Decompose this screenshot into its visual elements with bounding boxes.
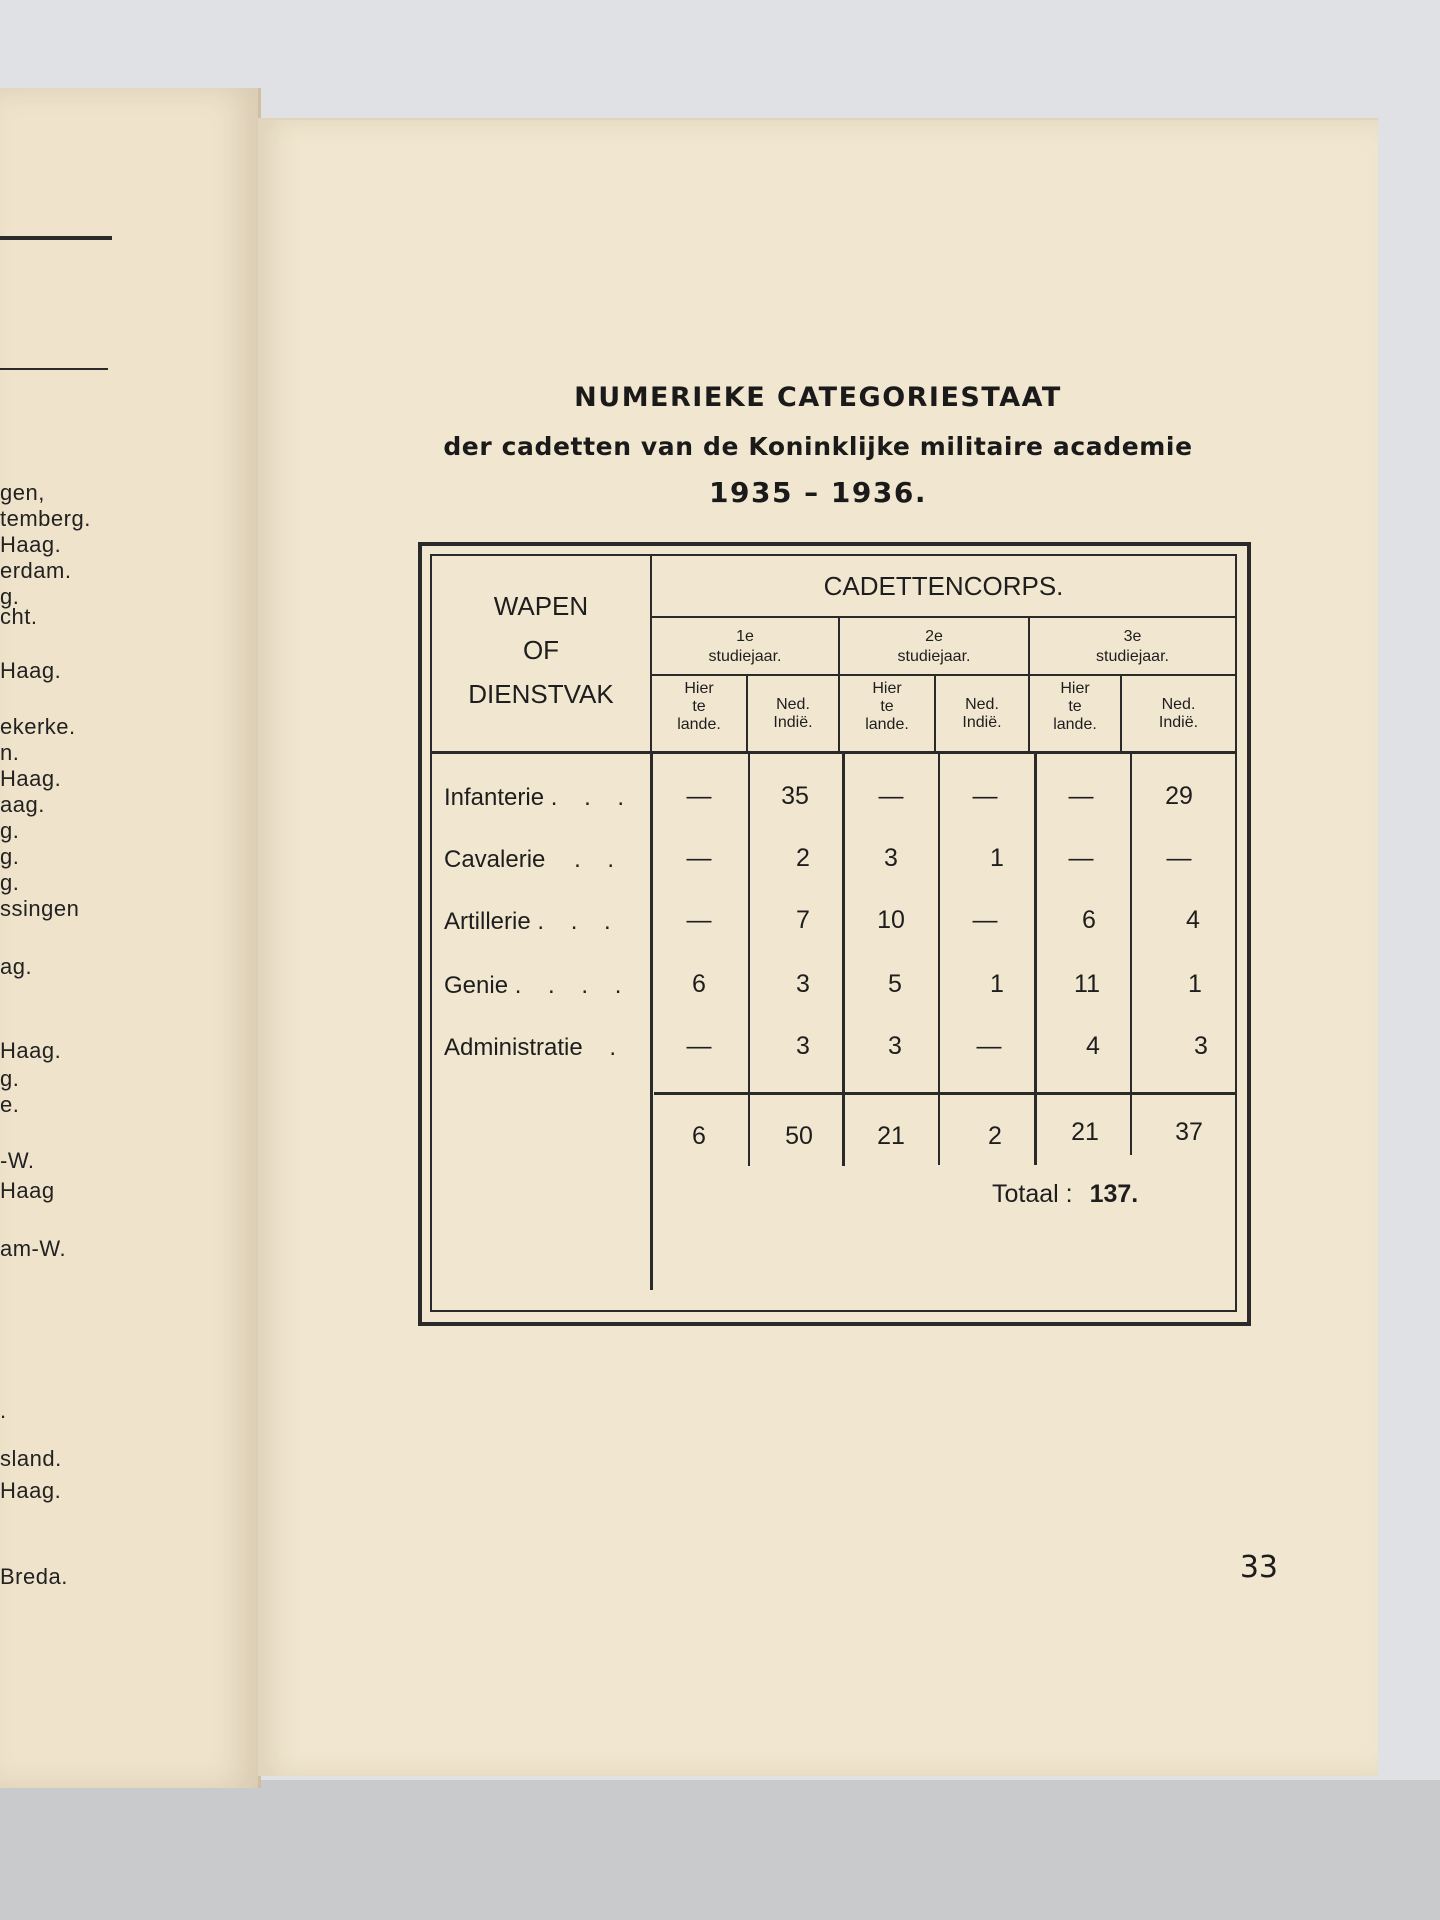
table-cell: 7 xyxy=(796,906,810,934)
left-line: gen, xyxy=(0,480,45,505)
total-divider xyxy=(842,1095,845,1165)
left-line: g. xyxy=(0,584,20,609)
total-cell: 21 xyxy=(1071,1118,1099,1146)
year-number: 1e xyxy=(736,628,754,645)
table-cell: — xyxy=(1068,782,1094,810)
subheader-ned: Ned. Indië. xyxy=(962,696,1002,731)
left-line: -W. xyxy=(0,1148,35,1173)
left-line: cht. xyxy=(0,604,38,629)
table-cell: 2 xyxy=(796,844,810,872)
body-divider xyxy=(1130,752,1132,1092)
subheader-ned: Ned. Indië. xyxy=(773,696,813,731)
left-line: Haag. xyxy=(0,532,62,557)
left-line: sland. xyxy=(0,1446,62,1471)
category-table xyxy=(418,542,1251,1326)
left-page xyxy=(0,88,261,1788)
year-label: studiejaar. xyxy=(708,648,782,665)
table-cell: 1 xyxy=(990,970,1004,998)
body-divider xyxy=(1034,752,1037,1092)
total-divider xyxy=(1130,1095,1132,1155)
left-line: . xyxy=(0,1398,7,1423)
table-cell: — xyxy=(972,782,998,810)
left-line: g. xyxy=(0,818,20,843)
grand-total xyxy=(992,1180,1138,1209)
left-line: Haag. xyxy=(0,658,62,683)
table-cell: 3 xyxy=(888,1032,902,1060)
year-header-rule xyxy=(652,674,1235,676)
table-cell: 35 xyxy=(781,782,809,810)
table-cell: 10 xyxy=(877,906,905,934)
page-year-range: 1935 – 1936. xyxy=(709,476,927,509)
year-label: studiejaar. xyxy=(1096,648,1169,665)
table-cell: 6 xyxy=(692,970,706,998)
body-divider xyxy=(650,752,653,1290)
category-table-inner xyxy=(430,554,1237,1312)
table-cell: 11 xyxy=(1074,970,1100,998)
total-divider xyxy=(1034,1095,1037,1165)
year-number: 2e xyxy=(925,628,943,645)
left-line: n. xyxy=(0,740,20,765)
left-page-rule xyxy=(0,368,108,370)
year-number: 3e xyxy=(1123,628,1142,645)
table-cell: 3 xyxy=(884,844,898,872)
table-cell: 1 xyxy=(990,844,1004,872)
table-cell: 3 xyxy=(796,1032,810,1060)
left-line: g. xyxy=(0,870,20,895)
row-label: Infanterie . . . xyxy=(444,784,635,811)
subheader-hier: Hier te lande. xyxy=(865,680,909,733)
stub-header-line: DIENSTVAK xyxy=(468,679,614,709)
subheader-hier: Hier te lande. xyxy=(1053,680,1097,733)
total-divider xyxy=(748,1095,750,1165)
group-header: CADETTENCORPS. xyxy=(823,571,1064,601)
left-line: aag. xyxy=(0,792,45,817)
left-line: ssingen xyxy=(0,896,80,921)
table-cell: 1 xyxy=(1188,970,1202,998)
header-bottom-rule xyxy=(432,751,1235,754)
table-cell: 4 xyxy=(1186,906,1200,934)
grand-total-value: 137. xyxy=(1089,1180,1139,1208)
left-line: Haag xyxy=(0,1178,55,1203)
table-cell: — xyxy=(686,844,712,872)
total-cell: 21 xyxy=(877,1122,905,1150)
left-line: g. xyxy=(0,844,20,869)
row-label: Administratie . xyxy=(444,1034,627,1061)
subheader-hier: Hier te lande. xyxy=(677,680,721,733)
left-line: e. xyxy=(0,1092,20,1117)
left-line: Haag. xyxy=(0,1038,62,1063)
table-cell: — xyxy=(686,906,712,934)
table-cell: — xyxy=(972,906,998,934)
left-line: temberg. xyxy=(0,506,91,531)
left-line: erdam. xyxy=(0,558,72,583)
left-line: Haag. xyxy=(0,1478,62,1503)
total-cell: 6 xyxy=(692,1122,706,1150)
table-cell: — xyxy=(1166,844,1192,872)
left-line: g. xyxy=(0,1066,20,1091)
stub-header-line: OF xyxy=(522,635,560,665)
table-cell: 29 xyxy=(1165,782,1193,810)
body-divider xyxy=(938,752,940,1092)
year-divider xyxy=(1028,616,1030,676)
group-header-rule xyxy=(652,616,1235,618)
grand-total-label: Totaal : xyxy=(992,1180,1073,1208)
page-subtitle: der cadetten van de Koninklijke militaire academie xyxy=(443,432,1193,461)
page-title: NUMERIEKE CATEGORIESTAAT xyxy=(574,382,1062,413)
page-number: 33 xyxy=(1239,1550,1278,1585)
stub-header-line: WAPEN xyxy=(493,591,589,621)
table-cell: — xyxy=(686,782,712,810)
left-line: ekerke. xyxy=(0,714,76,739)
table-cell: 4 xyxy=(1086,1032,1100,1060)
total-divider xyxy=(938,1095,940,1165)
left-line: ag. xyxy=(0,954,33,979)
row-label: Genie . . . . xyxy=(444,972,632,999)
left-page-rule xyxy=(0,236,112,240)
table-cell: — xyxy=(976,1032,1002,1060)
right-page xyxy=(258,118,1378,1776)
total-rule xyxy=(654,1092,1235,1095)
row-label: Artillerie . . . xyxy=(444,908,621,935)
year-divider xyxy=(838,616,840,676)
left-line: am-W. xyxy=(0,1236,67,1261)
total-cell: 37 xyxy=(1175,1118,1203,1146)
table-cell: 3 xyxy=(796,970,810,998)
table-cell: 6 xyxy=(1082,906,1096,934)
table-cell: 3 xyxy=(1194,1032,1208,1060)
row-label: Cavalerie . . xyxy=(444,846,625,873)
table-cell: — xyxy=(686,1032,712,1060)
left-line: Haag. xyxy=(0,766,62,791)
left-line: Breda. xyxy=(0,1564,68,1589)
table-cell: — xyxy=(878,782,904,810)
total-cell: 2 xyxy=(988,1122,1002,1150)
table-cell: — xyxy=(1068,844,1094,872)
subheader-ned: Ned. Indië. xyxy=(1158,696,1199,731)
table-cell: 5 xyxy=(888,970,902,998)
total-cell: 50 xyxy=(785,1122,813,1150)
year-label: studiejaar. xyxy=(897,648,971,665)
table-surface xyxy=(0,1780,1440,1920)
